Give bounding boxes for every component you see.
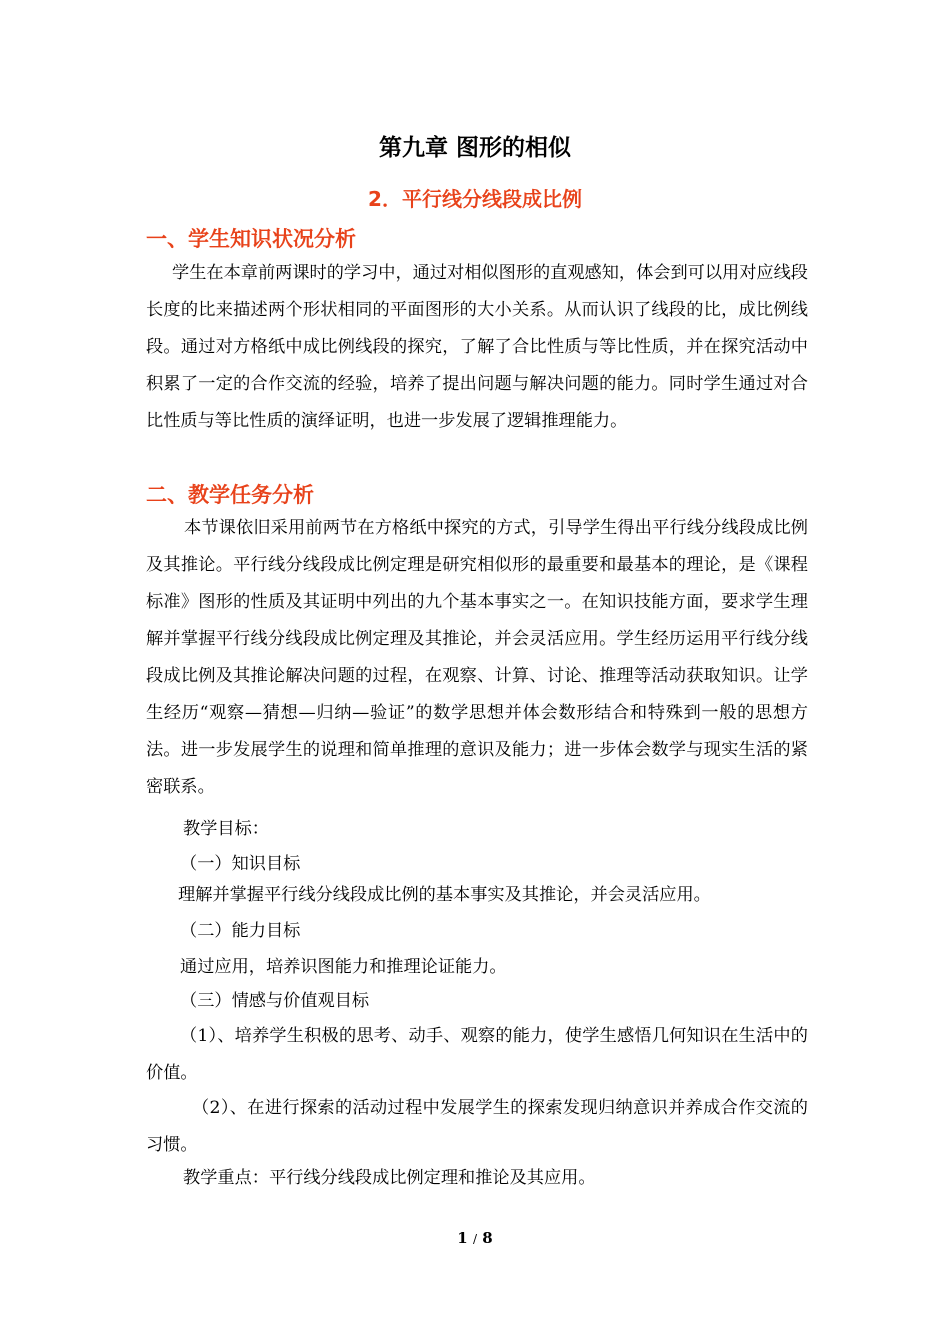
section-title: 2．平行线分线段成比例 — [368, 187, 582, 211]
goal1-label: （一）知识目标 — [180, 854, 301, 874]
chapter-title: 第九章 图形的相似 — [378, 135, 571, 161]
total-pages: 8 — [482, 1229, 493, 1247]
section1-paragraph: 学生在本章前两课时的学习中，通过对相似图形的直观感知，体会到可以用对应线段长度的比来描述两个形状相同的平面图形的大小关系。从而认识了线段的比，成比例线段。通过对方格纸中成比例线段的探究，了解了合比性质与等比性质，并在探究活动中积累了一定的合作交流的经验，培养了提出问题与解决问题的能力。同时学生通过对合比性质与等比性质的演绎证明，也进一步发展了逻辑推理能力。 — [146, 263, 808, 431]
section2-heading: 二、教学任务分析 — [146, 483, 314, 507]
goal3-item1: （1）、培养学生积极的思考、动手、观察的能力，使学生感悟几何知识在生活中的价值。 — [146, 1026, 808, 1083]
key-point: 教学重点：平行线分线段成比例定理和推论及其应用。 — [183, 1168, 596, 1188]
current-page: 1 — [457, 1229, 468, 1247]
goal3-item2: （2）、在进行探索的活动过程中发展学生的探索发现归纳意识并养成合作交流的习惯。 — [146, 1098, 808, 1155]
section2-paragraph: 本节课依旧采用前两节在方格纸中探究的方式，引导学生得出平行线分线段成比例及其推论。平行线分线段成比例定理是研究相似形的最重要和最基本的理论，是《课程标准》图形的性质及其证明中列出的九个基本事实之一。在知识技能方面，要求学生理解并掌握平行线分线段成比例定理及其推论，并会灵活应用。学生经历运用平行线分线段成比例及其推论解决问题的过程，在观察、计算、讨论、推理等活动获取知识。让学生经历“观察—猜想—归纳—验证”的数学思想并体会数形结合和特殊到一般的思想方法。进一步发展学生的说理和简单推理的意识及能力；进一步体会数学与现实生活的紧密联系。 — [146, 518, 808, 797]
goals-label: 教学目标： — [183, 819, 269, 839]
section1-heading: 一、学生知识状况分析 — [146, 227, 356, 251]
goal2-label: （二）能力目标 — [180, 921, 301, 941]
page-separator: / — [472, 1232, 478, 1246]
goal1-text: 理解并掌握平行线分线段成比例的基本事实及其推论，并会灵活应用。 — [178, 885, 711, 905]
goal3-label: （三）情感与价值观目标 — [180, 991, 370, 1011]
page-number — [0, 1226, 950, 1251]
goal2-text: 通过应用，培养识图能力和推理论证能力。 — [180, 957, 507, 977]
